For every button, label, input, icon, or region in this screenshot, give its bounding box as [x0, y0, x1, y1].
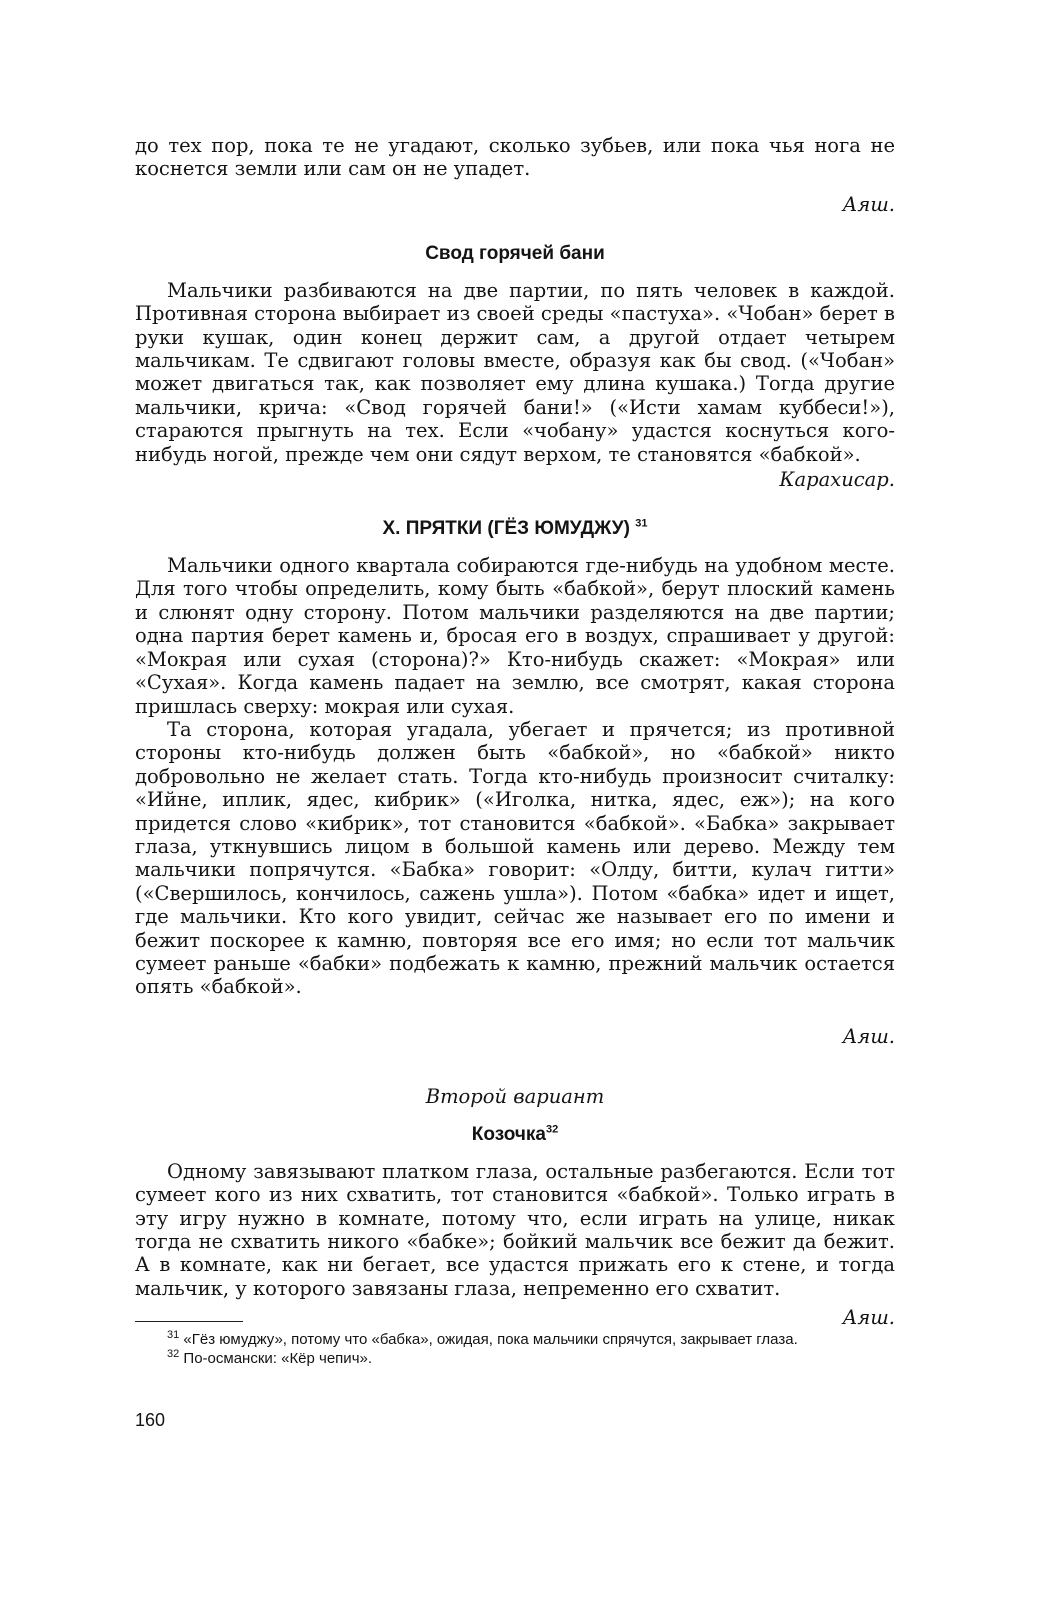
footnotes [135, 1330, 895, 1368]
footnote-divider [135, 1321, 243, 1322]
section2-source: Аяш. [842, 1024, 895, 1048]
intro-source: Аяш. [842, 192, 895, 216]
section2-title-text: X. ПРЯТКИ (ГЁЗ ЮМУДЖУ) [382, 518, 630, 540]
page-number: 160 [135, 1410, 166, 1430]
intro-paragraph: до тех пор, пока те не угадают, сколько зубьев, или пока чья нога не коснется земли или сам он не упадет. [135, 134, 895, 181]
footnote [135, 1349, 895, 1368]
footnote-ref-32: 32 [545, 1123, 559, 1136]
section3-title-text: Козочка [471, 1123, 546, 1145]
footnote [135, 1330, 895, 1349]
page-body [135, 134, 895, 1330]
section2-paragraph-1: Мальчики одного квартала собираются где-нибудь на удобном месте. Для того чтобы определить, кому быть «бабкой», берут плоский камень и слюнят одну сторону. Потом мальчики разделяются на две партии; одна партия берет камень и, бросая его в воздух, спрашивает у другой: «Мокрая или сухая (сторона)?» Кто-нибудь скажет: «Мокрая» или «Сухая». Когда камень падает на землю, все смотрят, какая сторона пришлась сверху: мокрая или сухая. [135, 554, 895, 718]
section2-title [135, 518, 895, 540]
footnote-text: По-османски: «Кёр чепич». [183, 1350, 373, 1367]
section3-source: Аяш. [842, 1306, 895, 1330]
footnote-text: «Гёз юмуджу», потому что «бабка», ожидая, пока мальчики спрячутся, закрывает глаза. [183, 1331, 798, 1348]
section1-title: Свод горячей бани [425, 242, 605, 264]
footnote-number: 31 [167, 1329, 180, 1341]
footnote-ref-31: 31 [635, 517, 648, 530]
section3-paragraph: Одному завязывают платком глаза, остальные разбегаются. Если тот сумеет кого из них схватить, тот становится «бабкой». Только играть в эту игру нужно в комнате, потому что, если играть на улице, никак тогда не схватить никого «бабке»; бойкий мальчик все бежит да бежит. А в комнате, как ни бегает, все удастся прижать его к стене, и тогда мальчик, у которого завязаны глаза, непременно его схватит. [135, 1159, 895, 1300]
section3-title [135, 1124, 895, 1146]
footnote-number: 32 [167, 1348, 180, 1360]
section1-source: Карахисар. [779, 468, 895, 492]
section3-variant: Второй вариант [425, 1084, 605, 1108]
section1-paragraph: Мальчики разбиваются на две партии, по пять человек в каждой. Противная сторона выбирает из своей среды «пастуха». «Чобан» берет в руки кушак, один конец держит сам, а другой отдает четырем мальчикам. Те сдвигают головы вместе, образуя как бы свод. («Чобан» может двигаться так, как позволяет ему длина кушака.) Тогда другие мальчики, крича: «Свод горячей бани!» («Исти хамам куббеси!»), стараются прыгнуть на тех. Если «чобану» удастся коснуться кого-нибудь ногой, прежде чем они сядут верхом, те становятся «бабкой». [135, 278, 895, 466]
section2-paragraph-2: Та сторона, которая угадала, убегает и прячется; из противной стороны кто-нибудь должен быть «бабкой», но «бабкой» никто добровольно не желает стать. Тогда кто-нибудь произносит считалку: «Ийне, иплик, ядес, кибрик» («Иголка, нитка, ядес, еж»); на кого придется слово «кибрик», тот становится «бабкой». «Бабка» закрывает глаза, уткнувшись лицом в большой камень или дерево. Между тем мальчики попрячутся. «Бабка» говорит: «Олду, битти, кулач гитти» («Свершилось, кончилось, сажень ушла»). Потом «бабка» идет и ищет, где мальчики. Кто кого увидит, сейчас же называет его по имени и бежит поскорее к камню, повторяя все его имя; но если тот мальчик сумеет раньше «бабки» подбежать к камню, прежний мальчик остается опять «бабкой». [135, 717, 895, 999]
